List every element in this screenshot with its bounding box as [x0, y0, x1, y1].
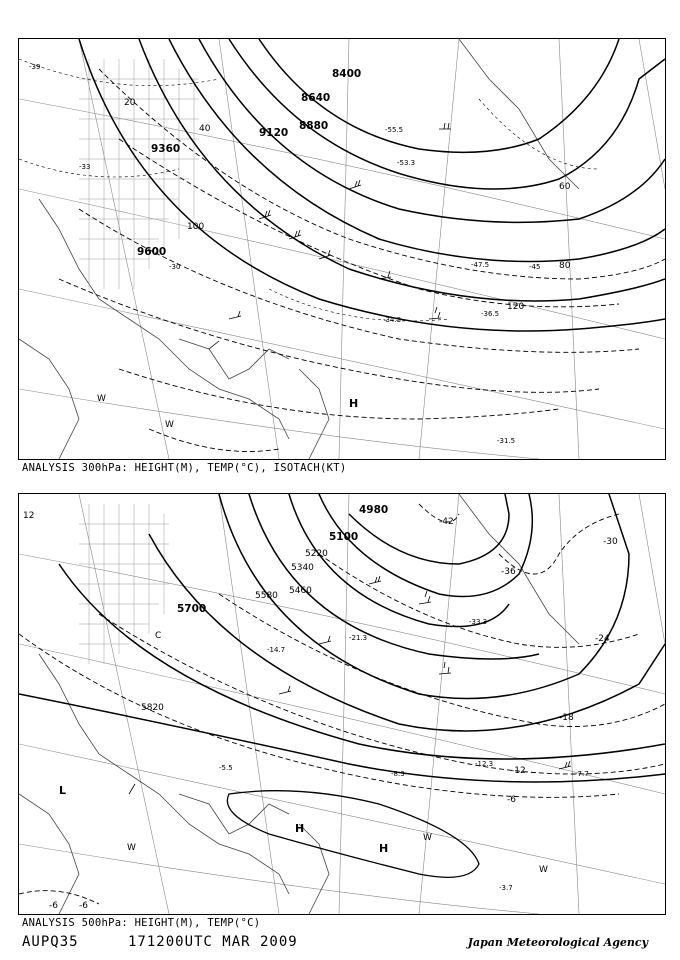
isotherm-label: -24 — [595, 634, 610, 644]
map-300hpa-svg — [19, 39, 665, 459]
temp-label: -55.5 — [385, 126, 404, 134]
caption-300hpa: ANALYSIS 300hPa: HEIGHT(M), TEMP(°C), ISOTACH(KT) — [22, 462, 347, 474]
isotherm-label: 12 — [23, 511, 35, 521]
temp-label: -36.5 — [481, 310, 500, 318]
isotach-label: 100 — [187, 222, 205, 232]
station-value: -7.7 — [575, 770, 589, 778]
height-label: 5220 — [305, 549, 328, 559]
station-value: -8.3 — [391, 770, 405, 778]
isotach-label: 60 — [559, 182, 571, 192]
isotherm-label: -36 — [501, 567, 516, 577]
map-panel-500hpa — [18, 493, 666, 915]
temp-label: -30 — [169, 263, 181, 271]
height-label: 8400 — [332, 68, 362, 80]
isotherm-label: -6 — [79, 901, 88, 911]
pressure-center-mark: C — [155, 631, 162, 641]
wind-barbs-300 — [209, 123, 451, 349]
station-value: -14.7 — [267, 646, 286, 654]
isotach-label: 20 — [124, 98, 136, 108]
temp-label: -34.3 — [383, 316, 402, 324]
height-label: 8880 — [299, 120, 329, 132]
graticule-500 — [19, 494, 665, 914]
height-label: 9360 — [151, 143, 181, 155]
isotach-label: 40 — [199, 124, 211, 134]
isotherm-label: -30 — [603, 537, 618, 547]
height-label: 5460 — [289, 586, 312, 596]
isotherm-label: -6 — [507, 795, 516, 805]
graticule-300 — [19, 39, 665, 459]
agency-name: Japan Meteorological Agency — [467, 936, 648, 949]
pressure-center-mark: W — [423, 833, 432, 843]
chart-id: AUPQ35 — [22, 934, 79, 950]
isotherm-label: -42 — [439, 517, 454, 527]
isotach-label: 80 — [559, 261, 571, 271]
coastline-500 — [19, 494, 579, 914]
temp-label: -53.3 — [397, 159, 416, 167]
pressure-center-high: H — [379, 842, 389, 855]
height-label: 5580 — [255, 591, 278, 601]
height-label: 5100 — [329, 531, 359, 543]
isotachs-300 — [59, 69, 665, 452]
pressure-center-low: L — [59, 784, 67, 797]
height-label: 9120 — [259, 127, 289, 139]
map-panel-300hpa — [18, 38, 666, 460]
temp-label: -47.5 — [471, 261, 490, 269]
pressure-center-high: H — [295, 822, 305, 835]
temp-label: -45 — [529, 263, 541, 271]
height-label: 8640 — [301, 92, 331, 104]
height-label: 5820 — [141, 703, 164, 713]
height-label: 9600 — [137, 246, 167, 258]
pressure-center-mark: W — [127, 843, 136, 853]
height-label: 5340 — [291, 563, 314, 573]
isotach-label: 120 — [507, 302, 525, 312]
valid-time: 171200UTC MAR 2009 — [128, 934, 298, 950]
pressure-center-mark: W — [97, 394, 106, 404]
station-value: -21.3 — [349, 634, 368, 642]
isotherm-label: -6 — [49, 901, 58, 911]
station-value: -3.7 — [499, 884, 513, 892]
temp-label: -33 — [79, 163, 91, 171]
pressure-center-mark: W — [539, 865, 548, 875]
height-label: 5700 — [177, 603, 207, 615]
temp-label: -39 — [29, 63, 41, 71]
pressure-center-high: H — [349, 397, 359, 410]
station-value: -12.3 — [475, 760, 494, 768]
isotherm-label: -18 — [559, 713, 574, 723]
pressure-center-mark: W — [165, 420, 174, 430]
station-value: -33.3 — [469, 618, 488, 626]
height-label: 4980 — [359, 504, 389, 516]
height-contours-300 — [79, 39, 665, 331]
station-value: -5.5 — [219, 764, 233, 772]
isotherm-label: -12 — [511, 766, 526, 776]
temp-label: -31.5 — [497, 437, 516, 445]
map-500hpa-svg — [19, 494, 665, 914]
caption-500hpa: ANALYSIS 500hPa: HEIGHT(M), TEMP(°C) — [22, 917, 261, 929]
